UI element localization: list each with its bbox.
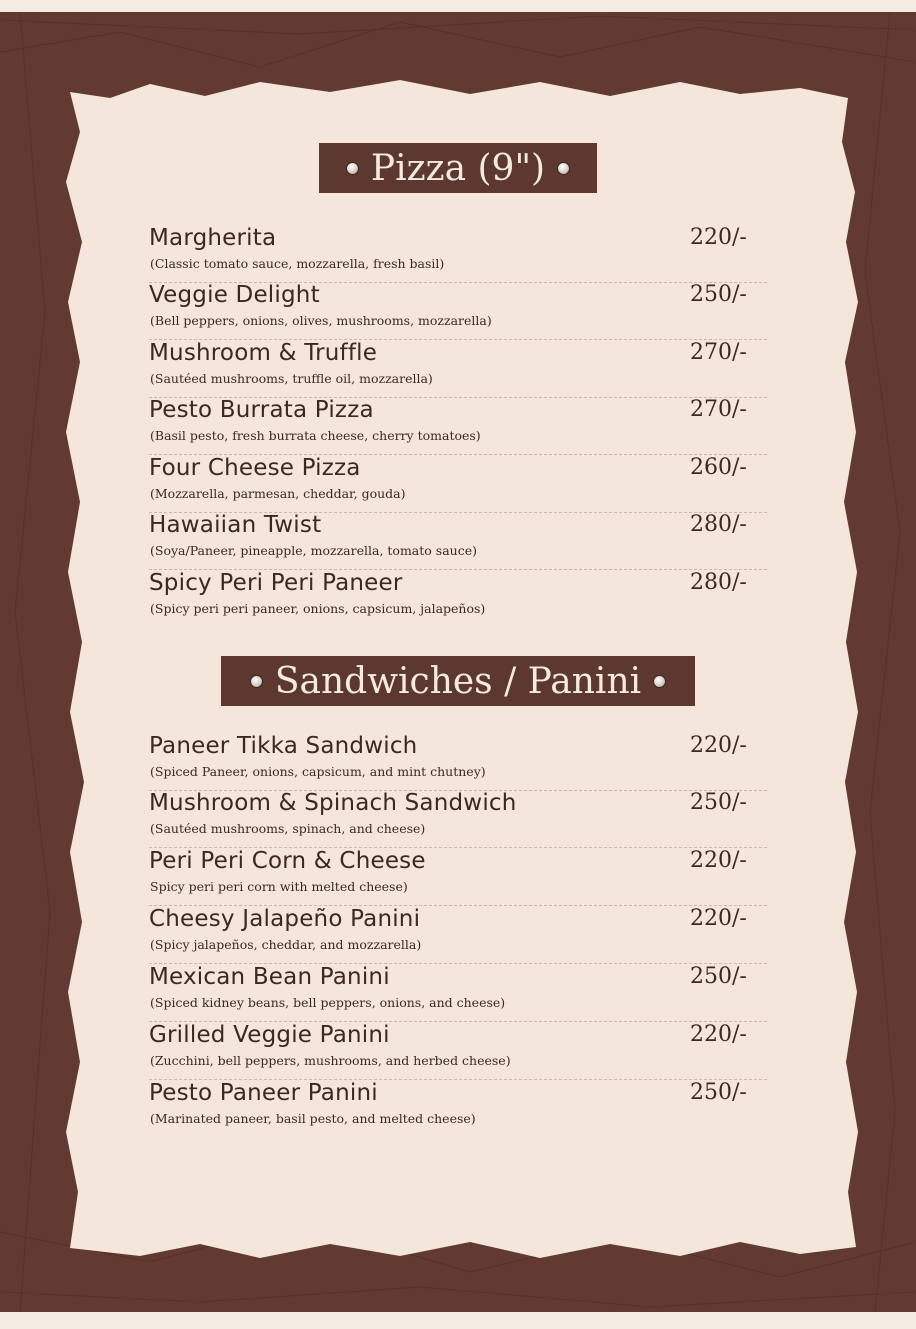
item-price: 220/- [690,225,747,250]
item-price: 270/- [690,340,747,365]
menu-item [149,512,767,570]
item-description: (Spiced Paneer, onions, capsicum, and mint chutney) [150,764,486,779]
menu-item [149,790,767,848]
item-name: Pesto Paneer Panini [149,1080,378,1106]
item-description: (Sautéed mushrooms, truffle oil, mozzarella) [150,371,433,386]
item-name: Four Cheese Pizza [149,455,361,481]
menu-item [149,225,767,283]
item-price: 250/- [690,282,747,307]
item-description: (Basil pesto, fresh burrata cheese, cherry tomatoes) [150,428,481,443]
item-description: (Spicy peri peri paneer, onions, capsicum, jalapeños) [150,601,486,616]
item-price: 280/- [690,512,747,537]
item-name: Peri Peri Corn & Cheese [149,848,426,874]
item-price: 250/- [690,964,747,989]
item-name: Mushroom & Truffle [149,340,378,366]
item-name: Veggie Delight [149,282,320,308]
menu-item [149,455,767,513]
item-description: (Spicy jalapeños, cheddar, and mozzarella) [150,937,422,952]
item-name: Margherita [149,225,277,251]
sandwiches-section-header [221,656,695,706]
item-description: (Marinated paneer, basil pesto, and melted cheese) [150,1111,476,1126]
item-price: 280/- [690,570,747,595]
item-price: 250/- [690,790,747,815]
item-description: (Soya/Paneer, pineapple, mozzarella, tomato sauce) [150,543,477,558]
menu-item [149,570,767,628]
bullet-icon [250,675,263,688]
section-title: Sandwiches / Panini [274,660,642,702]
item-description: (Zucchini, bell peppers, mushrooms, and herbed cheese) [150,1053,511,1068]
item-description: (Bell peppers, onions, olives, mushrooms, mozzarella) [150,313,492,328]
pizza-section-header [319,143,597,193]
item-description: (Sautéed mushrooms, spinach, and cheese) [150,821,426,836]
item-price: 220/- [690,906,747,931]
item-description: Spicy peri peri corn with melted cheese) [150,879,408,894]
item-price: 250/- [690,1080,747,1105]
item-price: 270/- [690,397,747,422]
menu-item [149,1080,767,1138]
item-price: 220/- [690,1022,747,1047]
bullet-icon [346,162,359,175]
item-description: (Classic tomato sauce, mozzarella, fresh basil) [150,256,445,271]
item-name: Hawaiian Twist [149,512,322,538]
item-name: Pesto Burrata Pizza [149,397,374,423]
menu-item [149,397,767,455]
item-name: Paneer Tikka Sandwich [149,733,418,759]
item-description: (Mozzarella, parmesan, cheddar, gouda) [150,486,406,501]
section-title: Pizza (9") [370,147,546,189]
item-name: Mushroom & Spinach Sandwich [149,790,517,816]
bullet-icon [557,162,570,175]
item-name: Spicy Peri Peri Paneer [149,570,403,596]
item-name: Mexican Bean Panini [149,964,390,990]
menu-item [149,340,767,398]
item-name: Grilled Veggie Panini [149,1022,390,1048]
menu-item [149,733,767,791]
item-price: 260/- [690,455,747,480]
menu-item [149,848,767,906]
bullet-icon [653,675,666,688]
menu-item [149,906,767,964]
item-price: 220/- [690,848,747,873]
item-description: (Spiced kidney beans, bell peppers, onions, and cheese) [150,995,506,1010]
menu-item [149,282,767,340]
menu-item [149,964,767,1022]
item-name: Cheesy Jalapeño Panini [149,906,421,932]
menu-item [149,1022,767,1080]
item-price: 220/- [690,733,747,758]
